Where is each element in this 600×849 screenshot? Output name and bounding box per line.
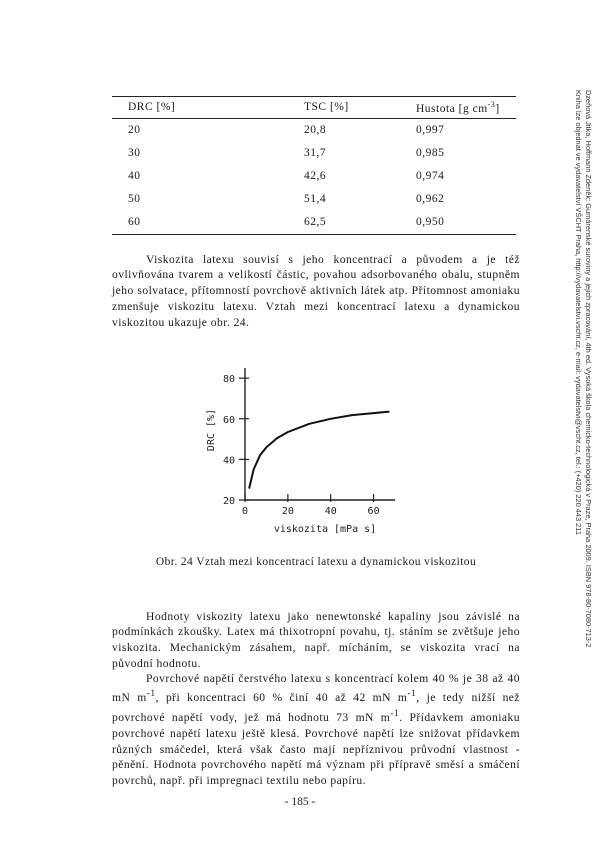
- cell-tsc: 31,7: [304, 147, 327, 160]
- cell-drc: 50: [128, 193, 141, 206]
- cell-tsc: 20,8: [304, 124, 327, 137]
- table-row: [112, 118, 516, 142]
- x-tick-label: 60: [367, 506, 380, 517]
- header-drc: DRC [%]: [112, 97, 288, 119]
- chart-svg: [200, 350, 420, 550]
- cell-density: 0,997: [416, 124, 445, 137]
- header-density: Hustota [g $cm^{-3}$]: [400, 97, 516, 119]
- x-axis-label: viskozita [mPa s]: [273, 524, 377, 535]
- cell-drc: 20: [128, 124, 141, 137]
- table-row: [112, 211, 516, 235]
- paragraph-viscosity: Viskozita latexu souvisí s jeho koncentrací a původem a je též ovlivňována tvarem a velikostí částic, povahou adsorbovaného obalu, stupněm jeho solvatace, přítomností povrchově aktivních látek atp. Přítomnost amoniaku zmenšuje viskozitu latexu. Vztah mezi koncentrací latexu a dynamickou viskozitou ukazuje obr. 24.: [112, 252, 520, 329]
- cell-drc: 30: [128, 147, 141, 160]
- paragraph-surface-tension: Povrchové napětí čerstvého latexu s koncentrací kolem 40 % je 38 až 40 mN $m^{-1}$, při koncentraci 60 % činí 40 až 42 mN $m^{-1}$, je tedy nižší než povrchové napětí vody, jež má hodnotu 73 mN $m^{-1}$. Přídavkem amoniaku povrchové napětí latexu ještě klesá. Povrchové napětí lze snižovat přídavkem různých smáčedel, která však často mají nepříznivou průvodní vlastnost - pěnění. Hodnota povrchového napětí má význam při přípravě směsí a smáčení povrchů, např. při impregnaci textilu nebo papíru.: [112, 671, 521, 788]
- page-number: - 185 -: [284, 796, 316, 808]
- figure-24-chart: [200, 350, 420, 560]
- cell-drc: 60: [112, 211, 288, 235]
- chart-axes: [239, 368, 395, 502]
- cell-density: 0,985: [416, 147, 445, 160]
- chart-marks: [249, 412, 388, 488]
- side-note: [563, 90, 593, 690]
- side-note-line-1: Dzeňová Jitka, Hoffmann Zdeněk: Gumárenské suroviny a jejich zpracování, 4th ed. Vysoká škola chemicko-technologická v Praze, Praha 2009. ISBN 978-80-7080-713-2: [584, 90, 593, 648]
- cell-tsc: 51,4: [304, 193, 327, 206]
- series-line: [249, 412, 388, 488]
- chart-labels: [206, 374, 380, 535]
- x-tick-label: 0: [241, 506, 249, 517]
- table-row: [112, 188, 516, 211]
- cell-density: 0,974: [416, 170, 445, 183]
- x-tick-label: 20: [281, 506, 294, 517]
- header-tsc: TSC [%]: [288, 97, 400, 119]
- y-tick-label: 60: [222, 414, 235, 426]
- y-tick-label: 80: [222, 374, 235, 386]
- data-table: [112, 96, 516, 235]
- table-row: [112, 165, 516, 188]
- figure-caption: Obr. 24 Vztah mezi koncentrací latexu a dynamickou viskozitou: [155, 556, 477, 568]
- x-tick-label: 40: [324, 506, 337, 517]
- side-note-line-2: Kniha lze objednat ve vydavatelství VŠCHT Praha, http://vydavatelstvi.vscht.cz, e-mail: vydavatelstvi@vscht.cz, tel.: (+420) 220 443 211: [574, 90, 583, 535]
- y-tick-label: 40: [222, 455, 235, 467]
- cell-tsc: 42,6: [304, 170, 327, 183]
- y-tick-label: 20: [222, 496, 235, 507]
- cell-tsc: 62,5: [288, 211, 400, 235]
- paragraph-thixotropy: Hodnoty viskozity latexu jako nenewtonské kapaliny jsou závislé na podmínkách zkoušky. Latex má thixotropní povahu, tj. stáním se zvětšuje jeho viskozita. Mechanickým zásahem, např. mícháním, se viskozita vrací na původní hodnotu.: [112, 609, 520, 670]
- y-axis-label: DRC [%]: [206, 408, 217, 452]
- cell-drc: 40: [128, 170, 141, 183]
- cell-density: 0,950: [400, 211, 516, 235]
- table-header-row: [112, 97, 516, 119]
- cell-density: 0,962: [416, 193, 445, 206]
- table-row: [112, 142, 516, 165]
